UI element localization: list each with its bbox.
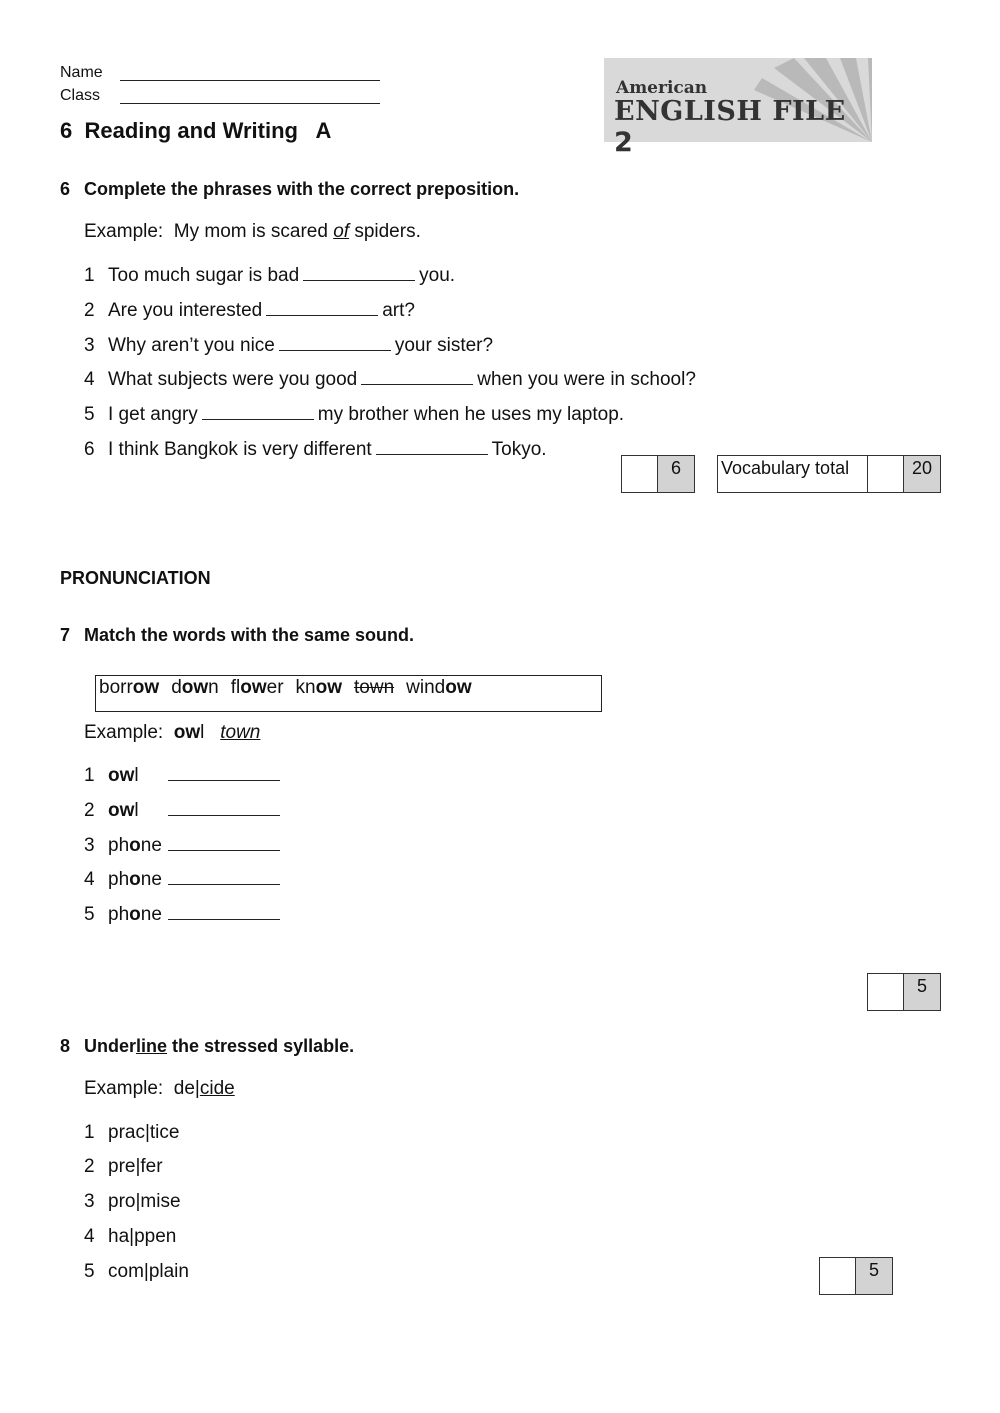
pronunciation-heading: PRONUNCIATION xyxy=(60,568,211,588)
example-label: Example: xyxy=(84,722,164,743)
item-word: owl xyxy=(108,765,139,786)
item-number: 2 xyxy=(84,300,95,321)
instruction-part: Under xyxy=(84,1036,137,1056)
answer-blank[interactable] xyxy=(361,369,473,385)
item-number: 2 xyxy=(84,800,95,821)
item-number: 3 xyxy=(84,335,95,356)
section7-item xyxy=(84,869,284,891)
syllable-word[interactable]: pro|mise xyxy=(108,1191,181,1212)
vocabulary-total-box xyxy=(717,455,941,493)
item-text-after: you. xyxy=(419,265,456,286)
item-text-after: when you were in school? xyxy=(477,369,696,390)
item-word: phone xyxy=(108,904,162,925)
section6-item xyxy=(84,300,415,322)
section6-item xyxy=(84,404,624,426)
name-field[interactable] xyxy=(120,80,380,81)
item-text-before: Are you interested xyxy=(108,300,263,321)
score-input[interactable] xyxy=(820,1258,856,1294)
example-text: My mom is scared xyxy=(173,221,328,242)
answer-blank[interactable] xyxy=(168,800,280,816)
answer-blank[interactable] xyxy=(279,335,391,351)
section8-item xyxy=(84,1261,189,1283)
word-box-word: borrow xyxy=(99,677,160,698)
item-number: 4 xyxy=(84,369,95,390)
section8-score-box xyxy=(819,1257,893,1295)
score-input[interactable] xyxy=(868,974,904,1010)
item-text-before: I think Bangkok is very different xyxy=(108,439,372,460)
vocabulary-total-input[interactable] xyxy=(868,456,904,492)
page-title: 6 Reading and Writing A xyxy=(60,118,332,143)
example-word-rest: l xyxy=(200,722,205,743)
syllable-word[interactable]: com|plain xyxy=(108,1261,189,1282)
section7-item xyxy=(84,835,284,857)
item-number: 1 xyxy=(84,265,95,286)
section7-heading xyxy=(60,625,414,646)
score-max: 5 xyxy=(904,974,940,1010)
item-number: 5 xyxy=(84,404,95,425)
example-word-bold: ow xyxy=(173,722,201,743)
answer-blank[interactable] xyxy=(168,835,280,851)
answer-blank[interactable] xyxy=(168,765,280,781)
vocabulary-total-label: Vocabulary total xyxy=(718,456,868,492)
section7-number: 7 xyxy=(60,625,71,645)
section8-number: 8 xyxy=(60,1036,71,1056)
item-text-after: Tokyo. xyxy=(491,439,547,460)
section6-instruction: Complete the phrases with the correct preposition. xyxy=(84,179,520,199)
example-text: spiders. xyxy=(354,221,421,242)
instruction-underlined: line xyxy=(136,1036,168,1056)
item-word: phone xyxy=(108,835,162,856)
example-answer: of xyxy=(333,221,350,242)
item-number: 6 xyxy=(84,439,95,460)
item-number: 5 xyxy=(84,904,95,925)
section8-example xyxy=(84,1078,235,1100)
item-number: 4 xyxy=(84,869,95,890)
section7-instruction: Match the words with the same sound. xyxy=(84,625,415,645)
word-box-word: flower xyxy=(230,677,284,698)
section7-score-box xyxy=(867,973,941,1011)
item-text-before: Too much sugar is bad xyxy=(108,265,300,286)
item-number: 1 xyxy=(84,1122,95,1143)
syllable-word[interactable]: prac|tice xyxy=(108,1122,180,1143)
word-box-word: window xyxy=(406,677,472,698)
item-text-before: I get angry xyxy=(108,404,198,425)
word-box xyxy=(95,675,602,712)
section6-number: 6 xyxy=(60,179,71,199)
answer-blank[interactable] xyxy=(376,439,488,455)
class-field[interactable] xyxy=(120,103,380,104)
score-input[interactable] xyxy=(622,456,658,492)
answer-blank[interactable] xyxy=(168,869,280,885)
item-number: 5 xyxy=(84,1261,95,1282)
section6-item xyxy=(84,265,455,287)
vocabulary-total-max: 20 xyxy=(904,456,940,492)
item-text-before: What subjects were you good xyxy=(108,369,358,390)
word-box-word: know xyxy=(295,677,342,698)
syllable-word[interactable]: pre|fer xyxy=(108,1156,163,1177)
answer-blank[interactable] xyxy=(202,404,314,420)
section8-item xyxy=(84,1226,176,1248)
item-number: 3 xyxy=(84,1191,95,1212)
example-answer: town xyxy=(220,722,261,743)
name-label: Name xyxy=(60,64,103,81)
section8-item xyxy=(84,1156,163,1178)
item-number: 3 xyxy=(84,835,95,856)
word-box-word: town xyxy=(354,677,395,698)
answer-blank[interactable] xyxy=(168,904,280,920)
section6-item xyxy=(84,335,493,357)
item-number: 1 xyxy=(84,765,95,786)
class-label: Class xyxy=(60,87,101,104)
answer-blank[interactable] xyxy=(303,265,415,281)
section8-heading xyxy=(60,1036,354,1057)
word-box-word: down xyxy=(171,677,219,698)
section6-heading xyxy=(60,179,519,200)
american-english-file-logo xyxy=(604,58,872,158)
section7-item xyxy=(84,765,284,787)
item-number: 4 xyxy=(84,1226,95,1247)
section7-example xyxy=(84,722,260,744)
example-underlined: cide xyxy=(199,1078,235,1099)
section6-item xyxy=(84,369,696,391)
item-number: 2 xyxy=(84,1156,95,1177)
item-text-after: my brother when he uses my laptop. xyxy=(317,404,625,425)
syllable-word[interactable]: ha|ppen xyxy=(108,1226,177,1247)
item-word: phone xyxy=(108,869,162,890)
section7-item xyxy=(84,904,284,926)
score-max: 6 xyxy=(658,456,694,492)
logo-line1: American xyxy=(616,78,708,98)
section8-item xyxy=(84,1191,181,1213)
item-word: owl xyxy=(108,800,139,821)
example-label: Example: xyxy=(84,1078,164,1099)
section6-item xyxy=(84,439,547,461)
answer-blank[interactable] xyxy=(266,300,378,316)
instruction-part: the stressed syllable. xyxy=(167,1036,355,1056)
example-label: Example: xyxy=(84,221,164,242)
section6-score-box xyxy=(621,455,695,493)
item-text-before: Why aren’t you nice xyxy=(108,335,275,356)
section7-item xyxy=(84,800,284,822)
item-text-after: your sister? xyxy=(394,335,494,356)
score-max: 5 xyxy=(856,1258,892,1294)
logo-number: 2 xyxy=(614,127,634,158)
section6-example xyxy=(84,221,421,243)
section8-item xyxy=(84,1122,179,1144)
logo-line2: ENGLISH FILE 2 xyxy=(614,96,846,158)
item-text-after: art? xyxy=(382,300,415,321)
example-plain: de| xyxy=(173,1078,200,1099)
